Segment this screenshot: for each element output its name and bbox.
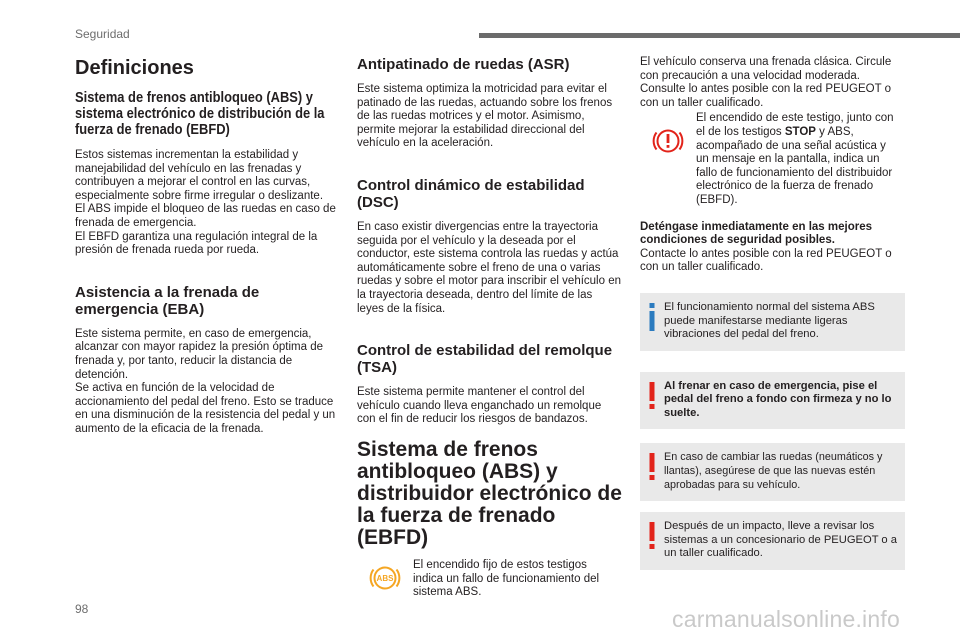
warning-note-text: En caso de cambiar las ruedas (neumáticos y llantas), asegúrese de que las nuevas estén aprobadas para su vehículo. [664,451,883,491]
abs-description: Estos sistemas incrementan la estabilidad y manejabilidad del vehículo en las frenadas y contribuyen a mejorar el control en las curvas, especialmente sobre firme irregular o deslizante. [75,149,324,202]
info-note [640,293,905,351]
warning-note-emergency-braking [640,372,905,430]
brake-warning-lamp-icon [651,126,685,156]
abs-lamp-row [357,559,622,600]
eba-heading: Asistencia a la frenada de emergencia (EBA) [75,283,260,318]
warning-note-wheels [640,443,905,501]
abs-description-2: El ABS impide el bloqueo de las ruedas en caso de frenada de emergencia. [75,203,336,229]
abs-description-3: El EBFD garantiza una regulación integral de la presión de frenada rueda por rueda. [75,230,318,257]
tsa-heading: Control de estabilidad del remolque (TSA) [357,342,613,377]
warning-icon [649,382,655,410]
column-3 [640,56,905,581]
abs-lamp-label: ABS [376,573,394,583]
warning-note-text: Al frenar en caso de emergencia, pise el pedal del freno a fondo con firmeza y no lo suelte. [664,379,892,419]
eba-description-2: Se activa en función de la velocidad de accionamiento del pedal del freno. Esto se traduce en una disminución de la resistencia del pedal y un aumento de la eficacia de la frenada. [75,382,336,435]
ebfd-lamp-description: El encendido de este testigo, junto con el de los testigos STOP y ABS, acompañado de una señal acústica y un mensaje en la pantalla, indica un fallo de funcionamiento del distribuidor electrónico de la fuerza de frenado (EBFD). [696,112,894,206]
abs-ebfd-heading: Sistema de frenos antibloqueo (ABS) y sistema electrónico de distribución de la fuerza de frenado (EBFD) [75,89,325,138]
asr-description: Este sistema optimiza la motricidad para evitar el patinado de las ruedas, actuando sobre los frenos de las ruedas motrices y el motor. Asimismo, permite mejorar la estabilidad direccional del vehículo en la aceleración. [357,83,613,150]
abs-ebfd-section-title: Sistema de frenos antibloqueo (ABS) y distribuidor electrónico de la fuerza de frenado (EBFD) [357,437,622,549]
warning-icon [649,522,655,550]
stop-immediately-text: Deténgase inmediatamente en las mejores condiciones de seguridad posibles. [640,220,873,247]
info-note-text: El funcionamiento normal del sistema ABS puede manifestarse mediante ligeras vibraciones del pedal del freno. [664,300,875,341]
tsa-description: Este sistema permite mantener el control del vehículo cuando lleva enganchado un remolque con el fin de reducir los riesgos de bandazos. [357,386,602,426]
contact-network-text: Contacte lo antes posible con la red PEUGEOT o con un taller cualificado. [640,247,892,274]
dsc-heading: Control dinámico de estabilidad (DSC) [357,176,585,211]
section-label: Seguridad [75,27,130,41]
header-bar [479,33,960,38]
dsc-description: En caso existir divergencias entre la trayectoria seguida por el vehículo y la deseada por el conductor, este sistema controla las ruedas y actúa automáticamente sobre el freno de una o varias ruedas y sobre el motor para inscribir el vehículo en la trayectoria deseada, dentro del límite de las leyes de la física. [357,220,621,315]
warning-note-impact [640,512,905,570]
eba-description: Este sistema permite, en caso de emergencia, alcanzar con mayor rapidez la presión óptima de frenada y, por tanto, reducir la distancia de detención. [75,327,324,381]
warning-note-text: Después de un impacto, lleve a revisar los sistemas a un concesionario de PEUGEOT o a un taller cualificado. [664,520,897,560]
watermark: carmanualsonline.info [672,606,900,632]
page-number: 98 [75,602,89,616]
warning-icon [649,453,655,481]
abs-lamp-description: El encendido fijo de estos testigos indica un fallo de funcionamiento del sistema ABS. [413,558,600,599]
asr-heading: Antipatinado de ruedas (ASR) [357,56,570,73]
info-icon [649,303,655,331]
classic-braking-text: El vehículo conserva una frenada clásica. Circule con precaución a una velocidad moderada. [640,56,892,82]
page-title: Definiciones [75,57,194,79]
column-1 [75,56,340,437]
ebfd-lamp-row [640,112,905,207]
consult-network-text: Consulte lo antes posible con la red PEUGEOT o con un taller cualificado. [640,83,892,109]
abs-warning-lamp-icon [368,563,402,593]
column-2 [357,56,622,600]
